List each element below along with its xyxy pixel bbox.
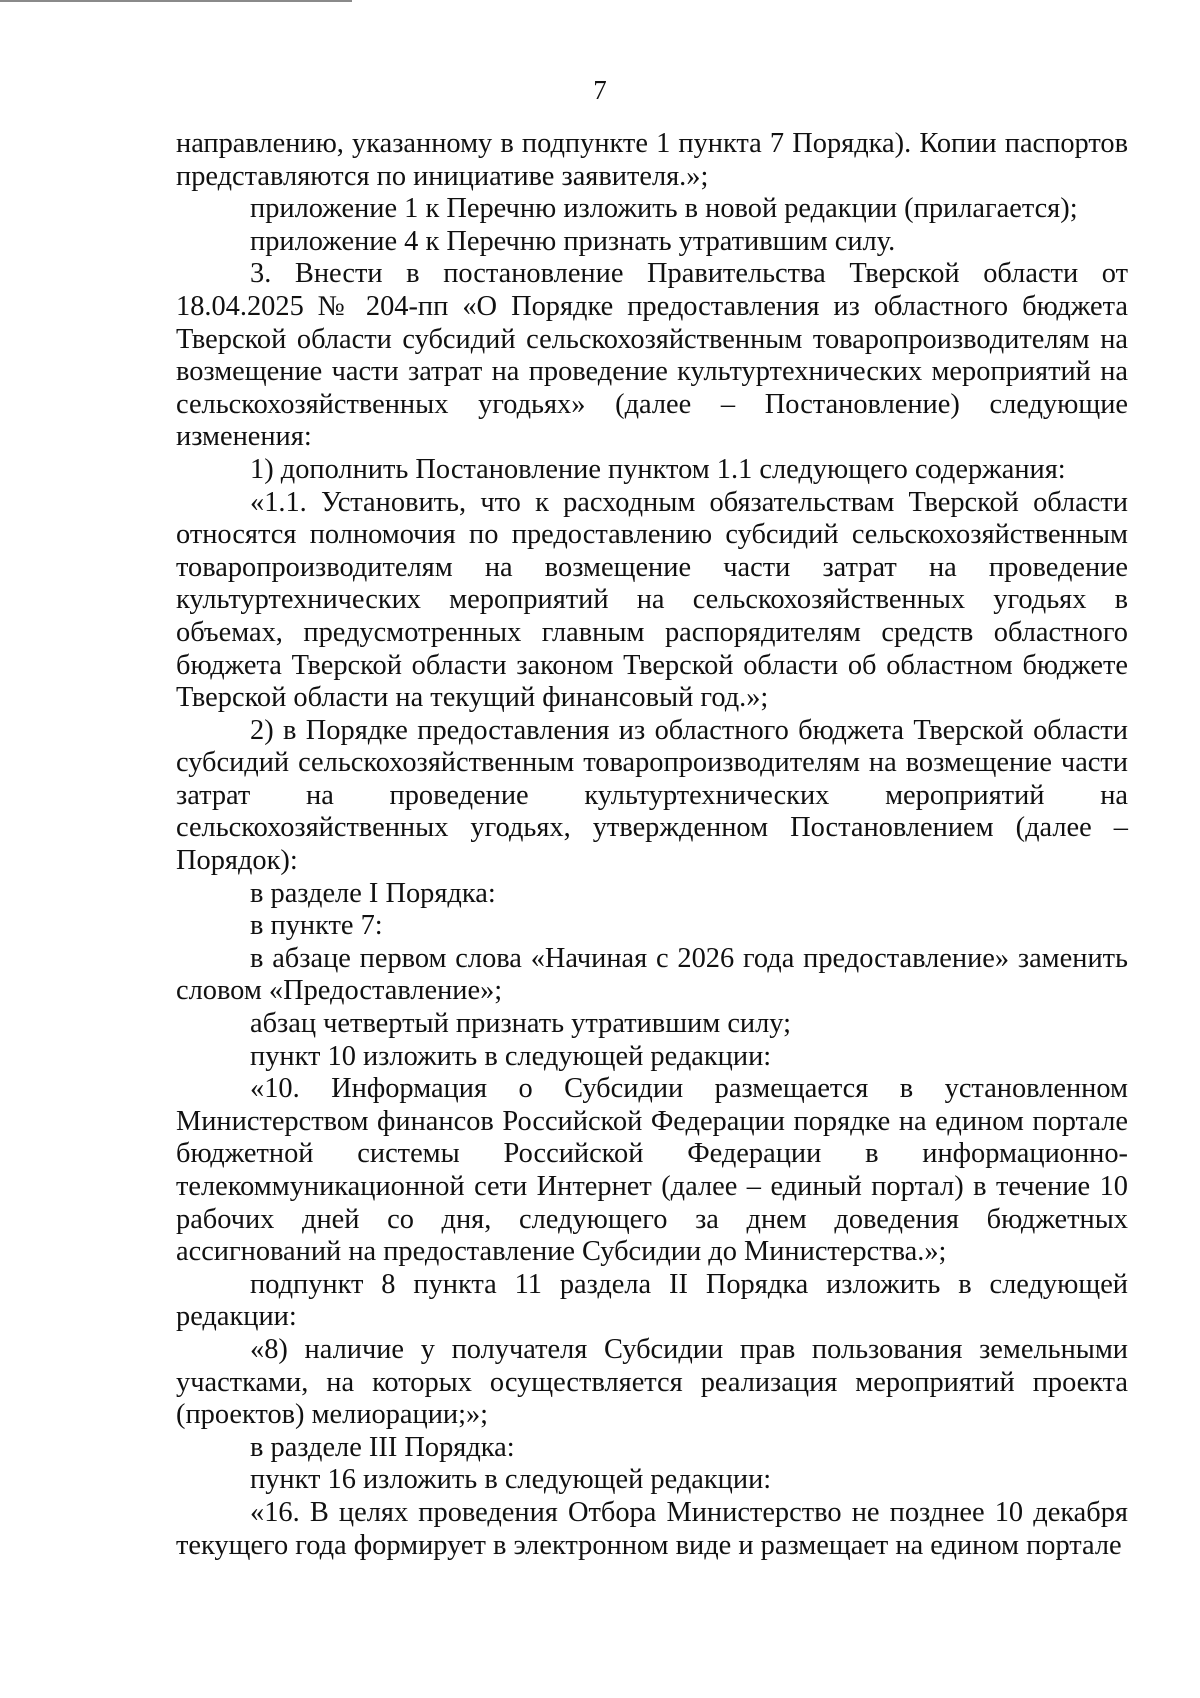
document-body — [176, 128, 1128, 1562]
paragraph-subpoint-8-intro: подпункт 8 пункта 11 раздела II Порядка изложить в следующей редакции: — [176, 1268, 1128, 1333]
paragraph-section-3: в разделе III Порядка: — [250, 1431, 515, 1463]
paragraph-appendix-1: приложение 1 к Перечню изложить в новой редакции (прилагается); — [250, 193, 1078, 225]
paragraph-clause-10: «10. Информация о Субсидии размещается в установленном Министерством финансов Российской Федерации порядке на едином портале бюджетной системы Российской Федерации в информационно-телекоммуникационной сети Интернет (далее – единый портал) в течение 10 рабочих дней со дня, следующего за днем доведения бюджетных ассигнований на предоставление Субсидии до Министерства.»; — [176, 1073, 1128, 1268]
paragraph-appendix-4: приложение 4 к Перечню признать утратившим силу. — [250, 225, 896, 257]
paragraph-subitem-1: 1) дополнить Постановление пунктом 1.1 следующего содержания: — [250, 453, 1066, 485]
paragraph-clause-1-1: «1.1. Установить, что к расходным обязательствам Тверской области относятся полномочия по предоставлению субсидий сельскохозяйственным товаропроизводителям на возмещение части затрат на проведение культуртехнических мероприятий на сельскохозяйственных угодьях в объемах, предусмотренных главным распорядителям средств областного бюджета Тверской области законом Тверской области об областном бюджете Тверской области на текущий финансовый год.»; — [176, 486, 1128, 714]
paragraph-clause-8: «8) наличие у получателя Субсидии прав пользования земельными участками, на которых осуществляется реализация мероприятий проекта (проектов) мелиорации;»; — [176, 1333, 1128, 1431]
paragraph-first-paragraph-change: в абзаце первом слова «Начиная с 2026 года предоставление» заменить словом «Предоставление»; — [176, 942, 1128, 1007]
paragraph-continuation: направлению, указанному в подпункте 1 пункта 7 Порядка). Копии паспортов представляются по инициативе заявителя.»; — [176, 128, 1128, 192]
paragraph-clause-16: «16. В целях проведения Отбора Министерство не позднее 10 декабря текущего года формирует в электронном виде и размещает на едином портале — [176, 1496, 1128, 1561]
paragraph-point-16-intro: пункт 16 изложить в следующей редакции: — [250, 1464, 772, 1496]
top-edge-rule — [0, 0, 352, 2]
paragraph-point-7: в пункте 7: — [250, 910, 383, 942]
paragraph-fourth-paragraph-void: абзац четвертый признать утратившим силу; — [250, 1008, 791, 1040]
paragraph-section-1: в разделе I Порядка: — [250, 877, 496, 909]
paragraph-subitem-2: 2) в Порядке предоставления из областного бюджета Тверской области субсидий сельскохозяйственным товаропроизводителям на возмещение части затрат на проведение культуртехнических мероприятий на сельскохозяйственных угодьях, утвержденном Постановлением (далее – Порядок): — [176, 714, 1128, 877]
page-number: 7 — [593, 75, 607, 105]
paragraph-point-10-intro: пункт 10 изложить в следующей редакции: — [250, 1040, 772, 1072]
paragraph-item-3: 3. Внести в постановление Правительства Тверской области от 18.04.2025 № 204-пп «О Порядке предоставления из областного бюджета Тверской области субсидий сельскохозяйственным товаропроизводителям на возмещение части затрат на проведение культуртехнических мероприятий на сельскохозяйственных угодьях» (далее – Постановление) следующие изменения: — [176, 258, 1128, 453]
